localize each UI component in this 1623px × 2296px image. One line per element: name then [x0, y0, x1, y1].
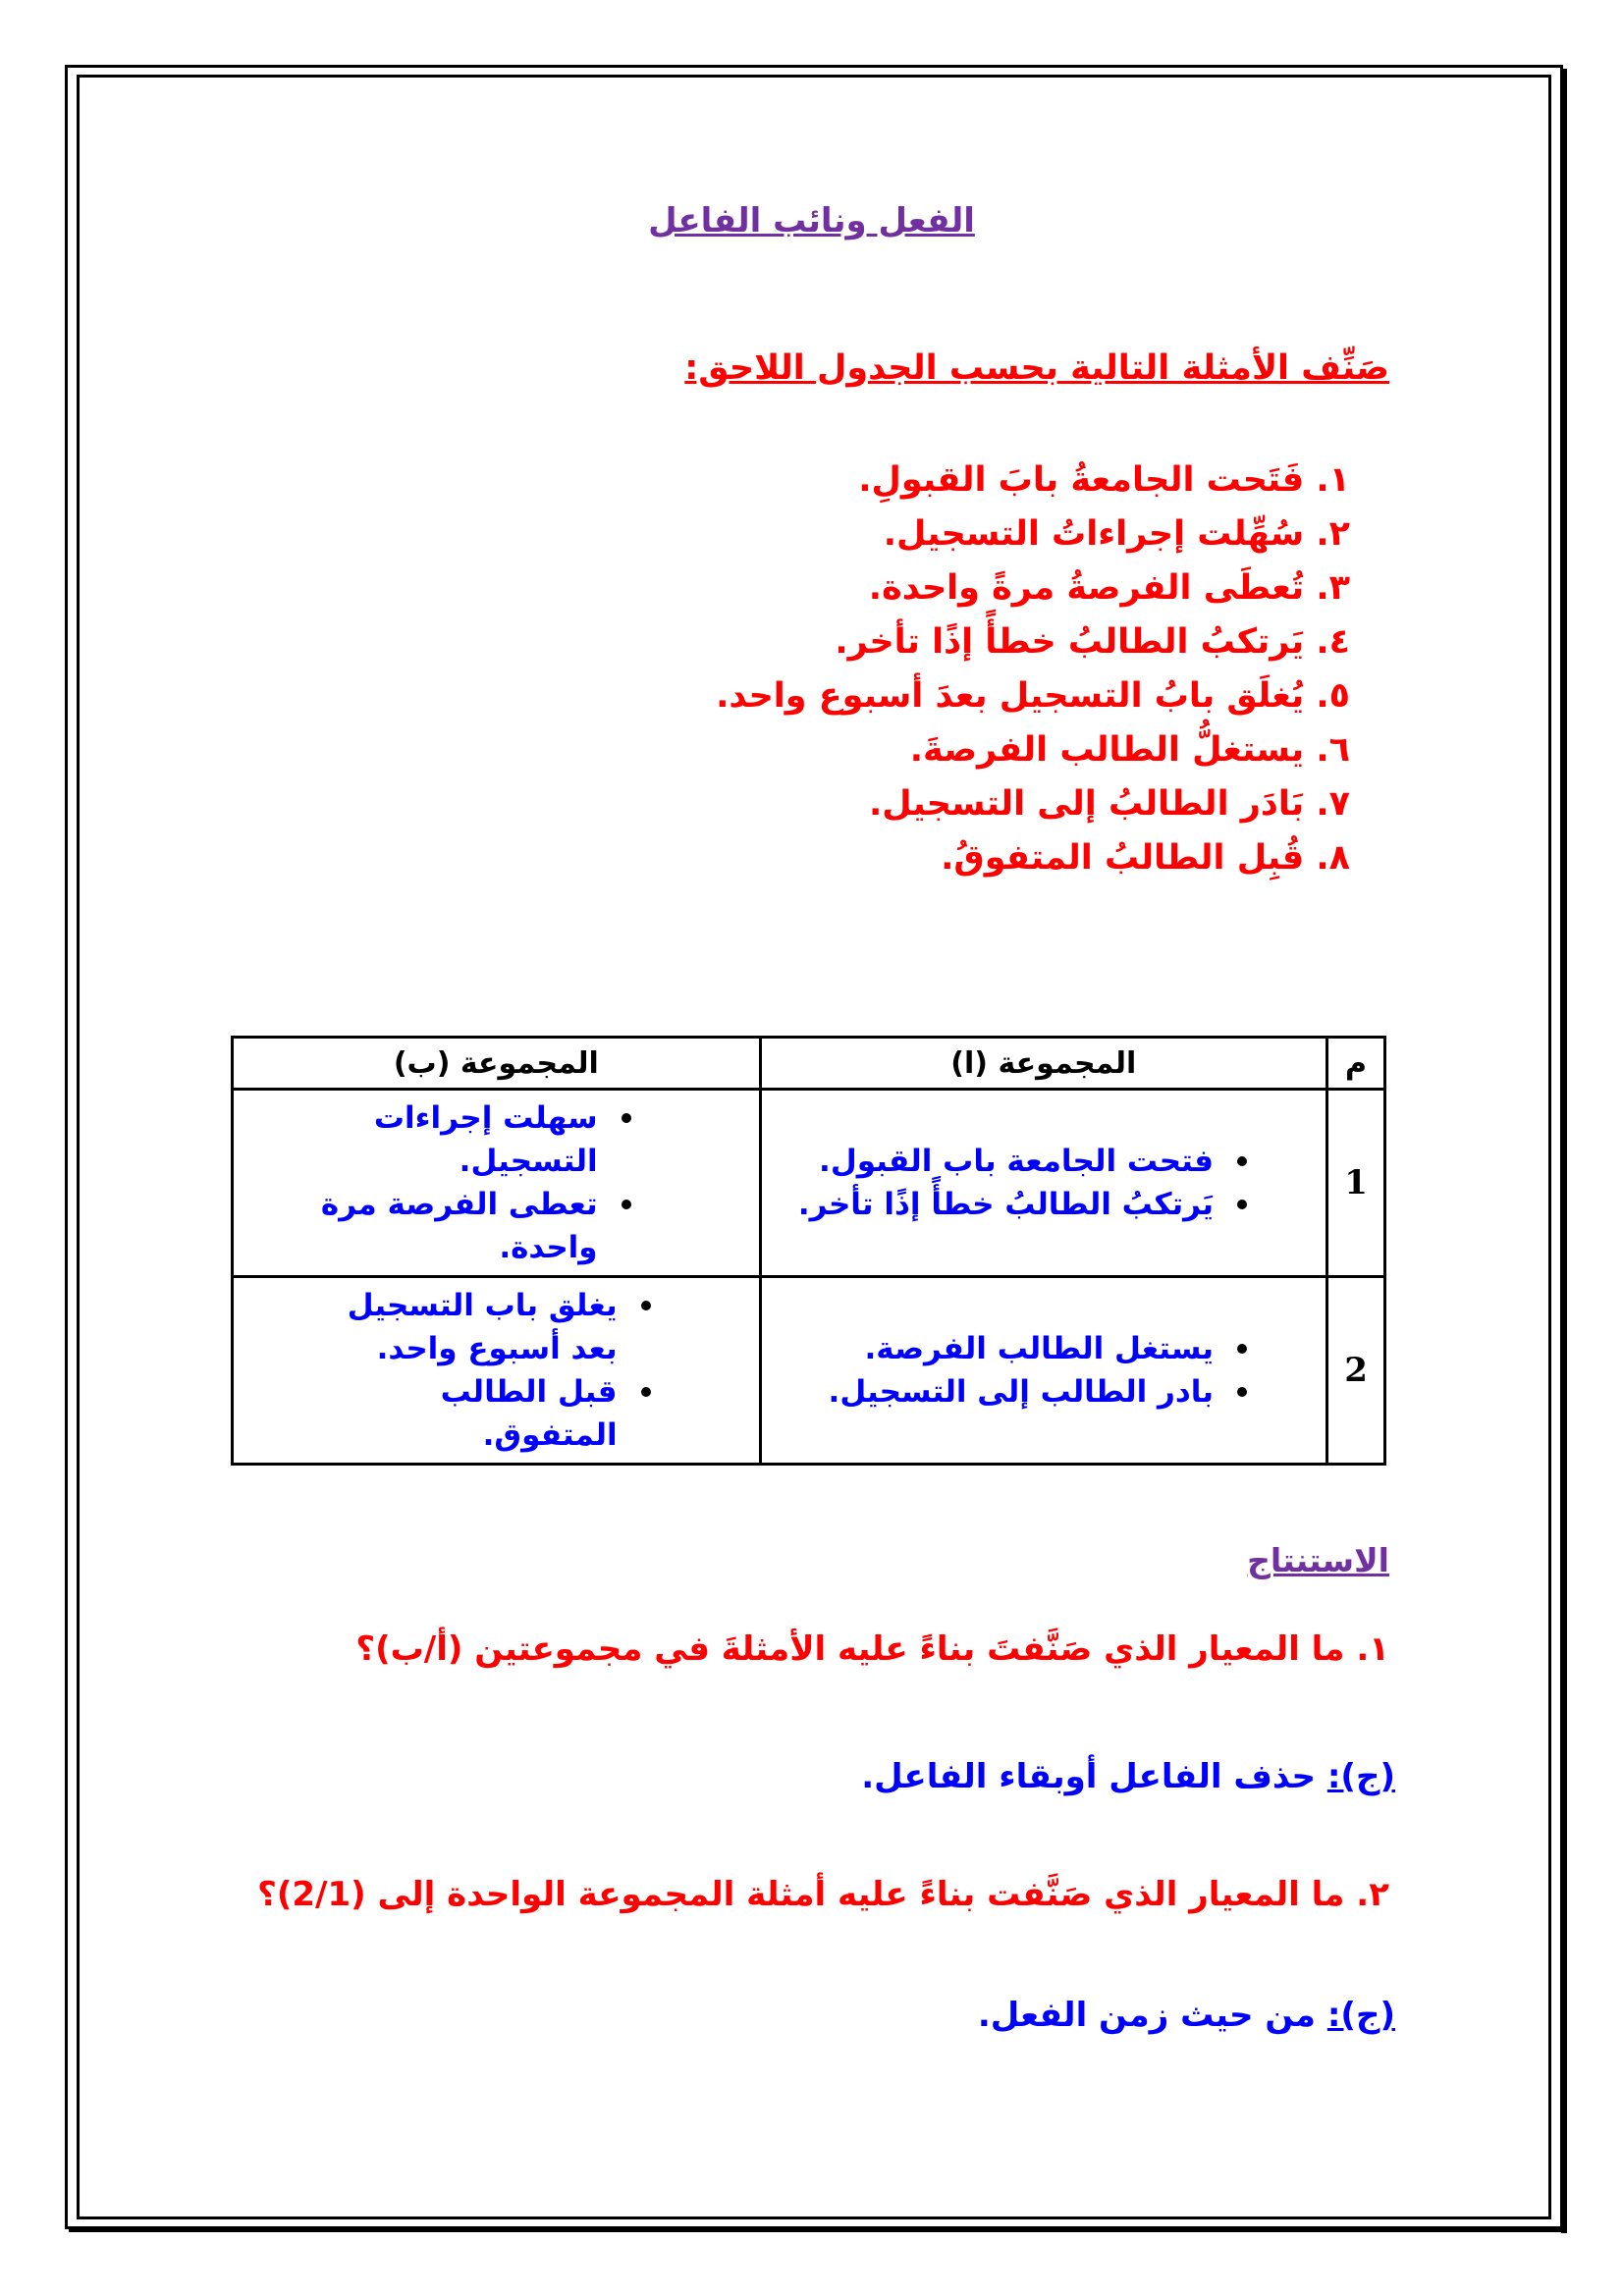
answer-label: (ج):: [1326, 1996, 1395, 2035]
example-item: ١. فَتَحت الجامعةُ بابَ القبولِ.: [858, 460, 1350, 500]
bullet-icon: [1237, 1387, 1247, 1397]
group-a-cell: [760, 1090, 1326, 1277]
list-item: [327, 1284, 651, 1370]
question-1: ١. ما المعيار الذي صَنَّفتَ بناءً عليه الأمثلةَ في مجموعتين (أ/ب)؟: [355, 1629, 1389, 1669]
header-group-b: المجموعة (ب): [233, 1038, 761, 1090]
row-number: 1: [1327, 1090, 1385, 1277]
question-2: ٢. ما المعيار الذي صَنَّفت بناءً عليه أمثلة المجموعة الواحدة إلى (2/1)؟: [257, 1875, 1389, 1914]
list-item: [772, 1327, 1247, 1370]
bullet-icon: [1237, 1156, 1247, 1166]
answer-1: [861, 1757, 1395, 1796]
group-b-item: يغلق باب التسجيل بعد أسبوع واحد.: [347, 1288, 618, 1366]
bullet-icon: [622, 1200, 631, 1209]
example-item: ٤. يَرتكبُ الطالبُ خطأً إذًا تأخر.: [835, 622, 1350, 662]
example-item: ٦. يستغلُّ الطالب الفرصةَ.: [909, 730, 1350, 770]
header-group-a: المجموعة (ا): [760, 1038, 1326, 1090]
group-a-item: يستغل الطالب الفرصة.: [864, 1331, 1215, 1366]
answer-label: (ج):: [1326, 1757, 1395, 1796]
bullet-icon: [622, 1113, 631, 1123]
conclusion-heading: الاستنتاج: [1247, 1541, 1389, 1579]
list-item: [772, 1370, 1247, 1414]
header-m: م: [1327, 1038, 1385, 1090]
table-header-row: [233, 1038, 1385, 1090]
examples-list: [716, 454, 1350, 885]
table-row: [233, 1090, 1385, 1277]
list-item: [243, 1096, 631, 1183]
row-number: 2: [1327, 1277, 1385, 1465]
answer-2: [978, 1996, 1395, 2035]
page-title: الفعل ونائب الفاعل: [648, 201, 975, 240]
group-b-cell: [233, 1277, 761, 1465]
instruction: صَنِّف الأمثلة التالية بحسب الجدول اللاحق:: [684, 348, 1389, 388]
bullet-icon: [1237, 1200, 1247, 1209]
answer-text: من حيث زمن الفعل.: [977, 1996, 1327, 2035]
classification-table: [231, 1036, 1386, 1466]
page-border-shadow-bottom: [69, 2226, 1567, 2232]
example-item: ٨. قُبِل الطالبُ المتفوقُ.: [941, 838, 1350, 878]
example-item: ٧. بَادَر الطالبُ إلى التسجيل.: [868, 784, 1350, 824]
bullet-icon: [1237, 1344, 1247, 1354]
bullet-icon: [641, 1301, 651, 1310]
bullet-icon: [641, 1387, 651, 1397]
list-item: [327, 1370, 651, 1457]
group-b-item: قبل الطالب المتفوق.: [440, 1374, 618, 1453]
group-a-cell: [760, 1277, 1326, 1465]
example-item: ٥. يُغلَق بابُ التسجيل بعدَ أسبوع واحد.: [716, 676, 1350, 716]
example-item: ٣. تُعطَى الفرصةُ مرةً واحدة.: [868, 568, 1350, 608]
group-a-item: يَرتكبُ الطالبُ خطأً إذًا تأخر.: [797, 1187, 1215, 1222]
group-b-item: سهلت إجراءات التسجيل.: [373, 1100, 598, 1179]
page-border-shadow-right: [1561, 69, 1567, 2233]
answer-text: حذف الفاعل أوبقاء الفاعل.: [861, 1757, 1327, 1796]
list-item: [243, 1183, 631, 1269]
example-item: ٢. سُهِّلت إجراءاتُ التسجيل.: [883, 514, 1350, 554]
group-b-item: تعطى الفرصة مرة واحدة.: [320, 1187, 598, 1265]
list-item: [772, 1140, 1247, 1183]
table-row: [233, 1277, 1385, 1465]
list-item: [772, 1183, 1247, 1226]
group-a-item: فتحت الجامعة باب القبول.: [819, 1144, 1215, 1179]
group-b-cell: [233, 1090, 761, 1277]
group-a-item: بادر الطالب إلى التسجيل.: [828, 1374, 1215, 1410]
